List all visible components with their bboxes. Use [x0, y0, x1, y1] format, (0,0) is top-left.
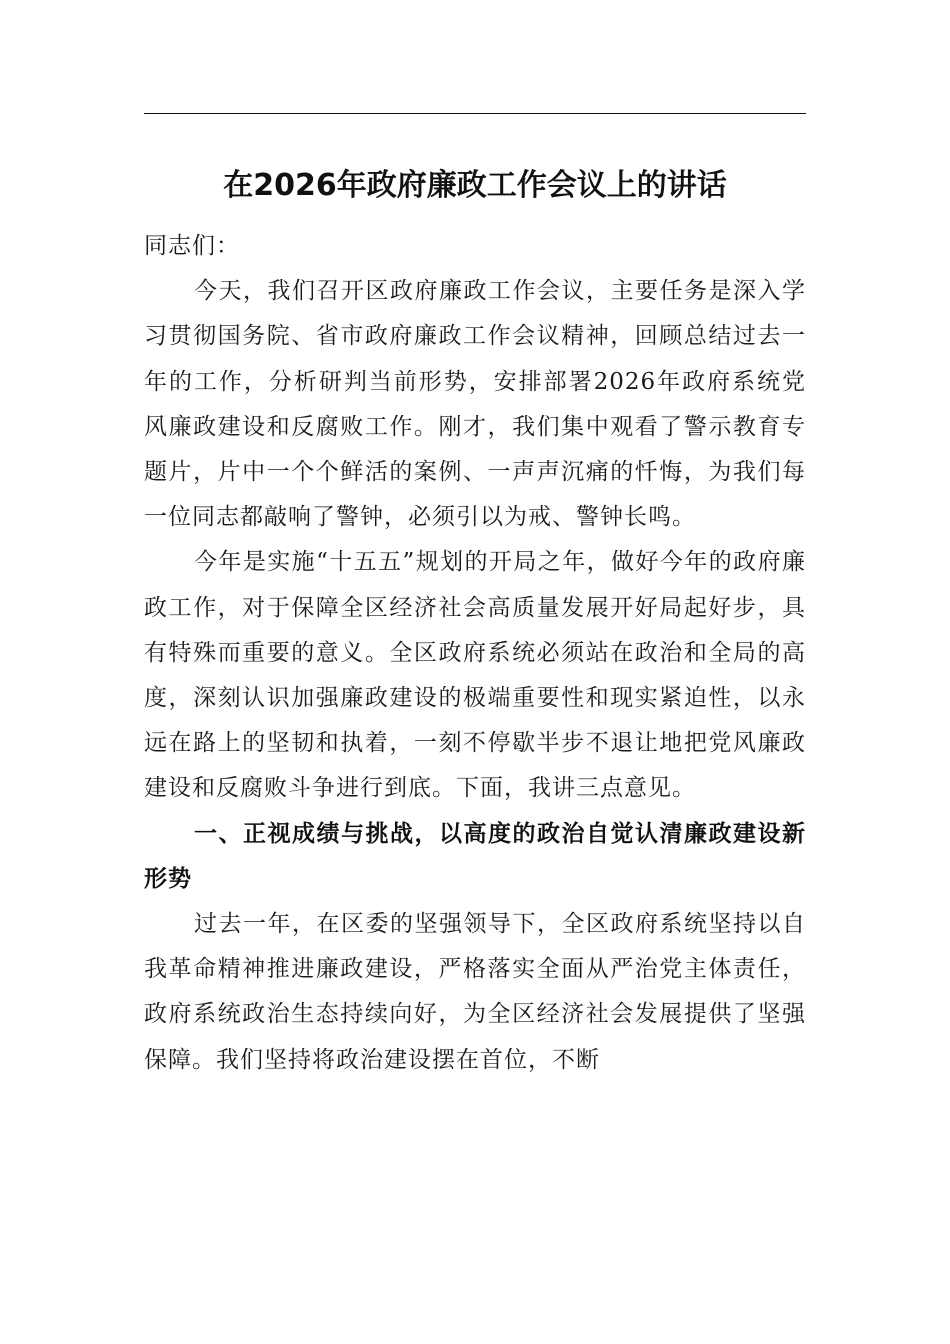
header-rule	[144, 113, 806, 114]
document-title: 在2026年政府廉政工作会议上的讲话	[223, 168, 727, 203]
document-body	[144, 224, 806, 1083]
paragraph-significance: 今年是实施“十五五”规划的开局之年，做好今年的政府廉政工作，对于保障全区经济社会高质量发展开好局起好步，具有特殊而重要的意义。全区政府系统必须站在政治和全局的高度，深刻认识加强廉政建设的极端重要性和现实紧迫性，以永远在路上的坚韧和执着，一刻不停歇半步不退让地把党风廉政建设和反腐败斗争进行到底。下面，我讲三点意见。	[144, 549, 806, 802]
paragraph-section-one: 过去一年，在区委的坚强领导下，全区政府系统坚持以自我革命精神推进廉政建设，严格落实全面从严治党主体责任，政府系统政治生态持续向好，为全区经济社会发展提供了坚强保障。我们坚持将政治建设摆在首位，不断	[144, 911, 806, 1073]
paragraph-intro: 今天，我们召开区政府廉政工作会议，主要任务是深入学习贯彻国务院、省市政府廉政工作会议精神，回顾总结过去一年的工作，分析研判当前形势，安排部署2026年政府系统党风廉政建设和反腐败工作。刚才，我们集中观看了警示教育专题片，片中一个个鲜活的案例、一声声沉痛的忏悔，为我们每一位同志都敲响了警钟，必须引以为戒、警钟长鸣。	[144, 278, 806, 531]
section-heading: 一、正视成绩与挑战，以高度的政治自觉认清廉政建设新形势	[144, 820, 806, 892]
salutation: 同志们：	[144, 233, 240, 259]
